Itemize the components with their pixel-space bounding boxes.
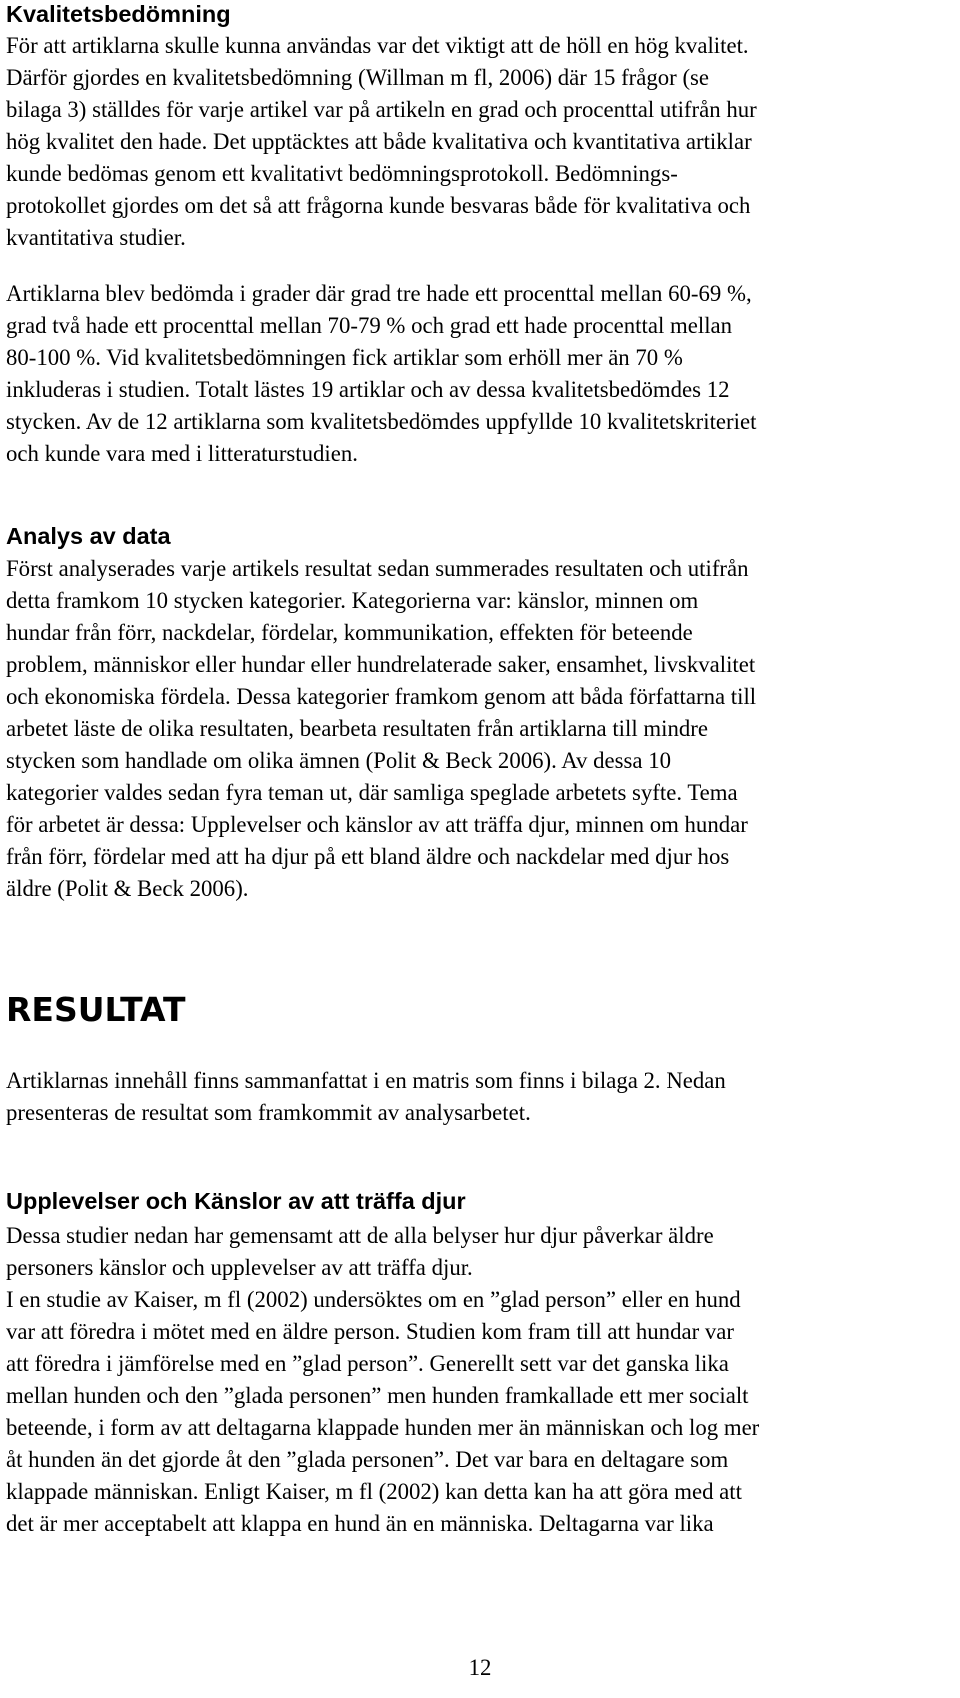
text-line: detta framkom 10 stycken kategorier. Kategorierna var: känslor, minnen om xyxy=(6,588,699,613)
text-line: kvantitativa studier. xyxy=(6,225,186,250)
text-line: problem, människor eller hundar eller hundrelaterade saker, ensamhet, livskvalitet xyxy=(6,652,756,677)
text-line: grad två hade ett procenttal mellan 70-79 % och grad ett hade procenttal mellan xyxy=(6,313,733,338)
text-line: från förr, fördelar med att ha djur på ett bland äldre och nackdelar med djur hos xyxy=(6,844,730,869)
text-line: presenteras de resultat som framkommit av analysarbetet. xyxy=(6,1100,531,1125)
text-line: Därför gjordes en kvalitetsbedömning (Willman m fl, 2006) där 15 frågor (se xyxy=(6,65,710,90)
text-line: Artiklarna blev bedömda i grader där grad tre hade ett procenttal mellan 60-69 %, xyxy=(6,281,752,306)
text-line: det är mer acceptabelt att klappa en hund än en människa. Deltagarna var lika xyxy=(6,1511,714,1536)
text-line: Artiklarnas innehåll finns sammanfattat i en matris som finns i bilaga 2. Nedan xyxy=(6,1068,726,1093)
text-line: stycken. Av de 12 artiklarna som kvalitetsbedömdes uppfyllde 10 kvalitetskriteriet xyxy=(6,409,757,434)
text-line: kunde bedömas genom ett kvalitativt bedömningsprotokoll. Bedömnings- xyxy=(6,161,678,186)
text-line: protokollet gjordes om det så att frågorna kunde besvaras både för kvalitativa och xyxy=(6,193,751,218)
text-line: personers känslor och upplevelser av att träffa djur. xyxy=(6,1255,473,1280)
heading-upplevelser: Upplevelser och Känslor av att träffa djur xyxy=(6,1188,466,1214)
text-line: beteende, i form av att deltagarna klappade hunden mer än människan och log mer xyxy=(6,1415,760,1440)
section-kvalitetsbedomning xyxy=(6,0,231,28)
text-line: för arbetet är dessa: Upplevelser och känslor av att träffa djur, minnen om hundar xyxy=(6,812,748,837)
text-line: klappade människan. Enligt Kaiser, m fl (2002) kan detta kan ha att göra med att xyxy=(6,1479,742,1504)
heading-analys-av-data: Analys av data xyxy=(6,523,171,549)
paragraph-upplevelser-1 xyxy=(6,1220,759,1540)
text-line: inkluderas i studien. Totalt lästes 19 artiklar och av dessa kvalitetsbedömdes 12 xyxy=(6,377,730,402)
paragraph-kvalitet-1 xyxy=(6,30,757,254)
text-line: äldre (Polit & Beck 2006). xyxy=(6,876,249,901)
text-line: 80-100 %. Vid kvalitetsbedömningen fick artiklar som erhöll mer än 70 % xyxy=(6,345,683,370)
text-line: hundar från förr, nackdelar, fördelar, kommunikation, effekten för beteende xyxy=(6,620,693,645)
text-line: bilaga 3) ställdes för varje artikel var på artikeln en grad och procenttal utifrån hur xyxy=(6,97,757,122)
paragraph-kvalitet-2 xyxy=(6,278,756,470)
text-line: var att föredra i mötet med en äldre person. Studien kom fram till att hundar var xyxy=(6,1319,734,1344)
heading-resultat: RESULTAT xyxy=(6,990,186,1029)
text-line: Först analyserades varje artikels resultat sedan summerades resultaten och utifrån xyxy=(6,556,749,581)
text-line: mellan hunden och den ”glada personen” men hunden framkallade ett mer socialt xyxy=(6,1383,749,1408)
paragraph-analys-1 xyxy=(6,553,756,905)
text-line: och ekonomiska fördela. Dessa kategorier framkom genom att båda författarna till xyxy=(6,684,757,709)
text-line: stycken som handlade om olika ämnen (Polit & Beck 2006). Av dessa 10 xyxy=(6,748,672,773)
text-line: åt hunden än det gjorde åt den ”glada personen”. Det var bara en deltagare som xyxy=(6,1447,729,1472)
text-line: kategorier valdes sedan fyra teman ut, där samliga speglade arbetets syfte. Tema xyxy=(6,780,738,805)
text-line: arbetet läste de olika resultaten, bearbeta resultaten från artiklarna till mindre xyxy=(6,716,708,741)
text-line: För att artiklarna skulle kunna användas var det viktigt att de höll en hög kvalitet. xyxy=(6,33,749,58)
heading-kvalitetsbedomning: Kvalitetsbedömning xyxy=(6,1,231,27)
text-line: och kunde vara med i litteraturstudien. xyxy=(6,441,358,466)
text-line: att föredra i jämförelse med en ”glad person”. Generellt sett var det ganska lika xyxy=(6,1351,729,1376)
page-number: 12 xyxy=(468,1655,492,1680)
text-line: I en studie av Kaiser, m fl (2002) undersöktes om en ”glad person” eller en hund xyxy=(6,1287,741,1312)
paragraph-resultat-1 xyxy=(6,1065,726,1129)
text-line: Dessa studier nedan har gemensamt att de alla belyser hur djur påverkar äldre xyxy=(6,1223,714,1248)
text-line: hög kvalitet den hade. Det upptäcktes att både kvalitativa och kvantitativa artiklar xyxy=(6,129,752,154)
